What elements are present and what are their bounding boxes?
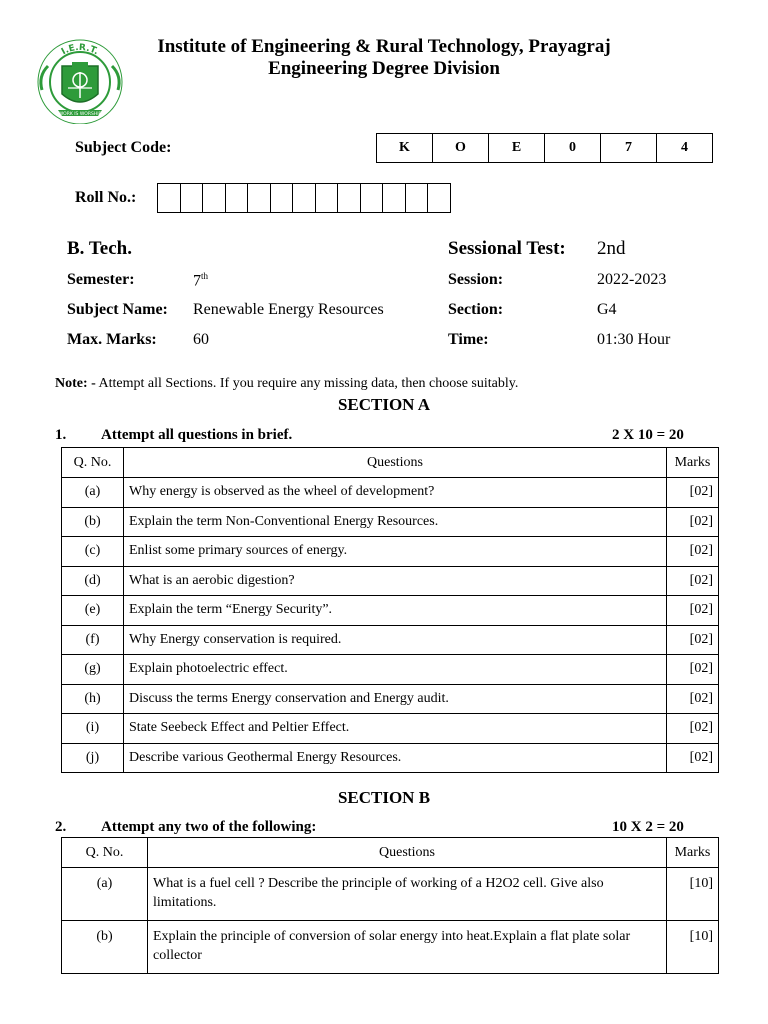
marks: [02] — [667, 596, 719, 626]
col-qno: Q. No. — [62, 448, 124, 478]
roll-box[interactable] — [338, 184, 361, 213]
qno: (c) — [62, 537, 124, 567]
section-b-title: SECTION B — [337, 788, 431, 807]
roll-box[interactable] — [315, 184, 338, 213]
logo-top-text: I.E.R.T. — [59, 42, 101, 58]
qno: (j) — [62, 743, 124, 773]
code-char: O — [433, 134, 489, 163]
section-b-qnum: 2. — [55, 819, 67, 835]
roll-no-boxes[interactable] — [157, 183, 451, 213]
note-text: Attempt all Sections. If you require any missing data, then choose suitably. — [98, 376, 519, 391]
section-a-marks-formula: 2 X 10 = 20 — [612, 427, 684, 443]
question: What is an aerobic digestion? — [124, 566, 667, 596]
table-row — [62, 714, 719, 744]
question: What is a fuel cell ? Describe the principle of working of a H2O2 cell. Give also limitations. — [148, 868, 667, 921]
section-b-instruction: Attempt any two of the following: — [101, 819, 317, 835]
table-row — [62, 655, 719, 685]
semester-label: Semester: — [67, 271, 135, 288]
time-label: Time: — [448, 331, 489, 348]
table-row — [62, 743, 719, 773]
subject-code-label: Subject Code: — [75, 139, 172, 156]
subject-code-boxes — [376, 133, 713, 163]
qno: (b) — [62, 921, 148, 974]
semester-number: 7 — [193, 272, 201, 290]
session-label: Session: — [448, 271, 504, 288]
code-char: 4 — [657, 134, 713, 163]
institute-title: Institute of Engineering & Rural Technology, Prayagraj — [157, 36, 611, 57]
logo-motto: WORK IS WORSHIP — [58, 112, 102, 117]
table-row — [62, 625, 719, 655]
table-row — [62, 566, 719, 596]
qno: (i) — [62, 714, 124, 744]
roll-box[interactable] — [293, 184, 316, 213]
table-row — [62, 537, 719, 567]
roll-box[interactable] — [428, 184, 451, 213]
max-marks-label: Max. Marks: — [67, 331, 157, 348]
roll-box[interactable] — [225, 184, 248, 213]
question: Explain photoelectric effect. — [124, 655, 667, 685]
section-label: Section: — [448, 301, 504, 318]
roll-box[interactable] — [360, 184, 383, 213]
roll-box[interactable] — [405, 184, 428, 213]
table-row — [62, 596, 719, 626]
question: Explain the term “Energy Security”. — [124, 596, 667, 626]
roll-box[interactable] — [383, 184, 406, 213]
roll-box[interactable] — [248, 184, 271, 213]
qno: (b) — [62, 507, 124, 537]
qno: (a) — [62, 478, 124, 508]
section-a-title: SECTION A — [337, 395, 431, 414]
program-name: B. Tech. — [67, 238, 132, 259]
note — [55, 376, 518, 392]
marks: [02] — [667, 714, 719, 744]
question: Why Energy conservation is required. — [124, 625, 667, 655]
qno: (a) — [62, 868, 148, 921]
roll-box[interactable] — [270, 184, 293, 213]
question: Explain the term Non-Conventional Energy Resources. — [124, 507, 667, 537]
marks: [02] — [667, 743, 719, 773]
col-questions: Questions — [148, 838, 667, 868]
marks: [10] — [667, 868, 719, 921]
roll-box[interactable] — [203, 184, 226, 213]
marks: [02] — [667, 478, 719, 508]
table-row — [62, 684, 719, 714]
marks: [02] — [667, 537, 719, 567]
question: State Seebeck Effect and Peltier Effect. — [124, 714, 667, 744]
qno: (h) — [62, 684, 124, 714]
question: Explain the principle of conversion of solar energy into heat.Explain a flat plate solar collector — [148, 921, 667, 974]
time-value: 01:30 Hour — [597, 331, 671, 348]
col-qno: Q. No. — [62, 838, 148, 868]
note-label: Note: - — [55, 376, 96, 391]
table-row — [62, 921, 719, 974]
section-a-instruction: Attempt all questions in brief. — [101, 427, 293, 443]
marks: [02] — [667, 684, 719, 714]
session-value: 2022-2023 — [597, 271, 667, 288]
test-label: Sessional Test: — [448, 238, 566, 259]
section-a-qnum: 1. — [55, 427, 67, 443]
semester-value — [193, 271, 208, 290]
section-b-marks-formula: 10 X 2 = 20 — [612, 819, 684, 835]
qno: (e) — [62, 596, 124, 626]
code-char: K — [377, 134, 433, 163]
table-row — [62, 478, 719, 508]
col-questions: Questions — [124, 448, 667, 478]
question: Discuss the terms Energy conservation and Energy audit. — [124, 684, 667, 714]
code-char: 7 — [601, 134, 657, 163]
code-char: E — [489, 134, 545, 163]
qno: (f) — [62, 625, 124, 655]
section-value: G4 — [597, 301, 617, 318]
table-header — [62, 448, 719, 478]
marks: [02] — [667, 566, 719, 596]
subject-name-label: Subject Name: — [67, 301, 168, 318]
col-marks: Marks — [667, 838, 719, 868]
qno: (g) — [62, 655, 124, 685]
marks: [02] — [667, 625, 719, 655]
subject-name-value: Renewable Energy Resources — [193, 301, 384, 318]
max-marks-value: 60 — [193, 331, 209, 348]
table-row — [62, 507, 719, 537]
table-row — [62, 868, 719, 921]
section-b-table — [61, 837, 719, 974]
question: Describe various Geothermal Energy Resources. — [124, 743, 667, 773]
roll-no-label: Roll No.: — [75, 189, 137, 206]
marks: [02] — [667, 507, 719, 537]
question: Enlist some primary sources of energy. — [124, 537, 667, 567]
semester-suffix: th — [201, 271, 209, 281]
division-title: Engineering Degree Division — [268, 58, 500, 79]
marks: [02] — [667, 655, 719, 685]
roll-box[interactable] — [180, 184, 203, 213]
table-header — [62, 838, 719, 868]
marks: [10] — [667, 921, 719, 974]
qno: (d) — [62, 566, 124, 596]
section-a-table — [61, 447, 719, 773]
question: Why energy is observed as the wheel of development? — [124, 478, 667, 508]
code-char: 0 — [545, 134, 601, 163]
col-marks: Marks — [667, 448, 719, 478]
test-value: 2nd — [597, 238, 626, 259]
roll-box[interactable] — [158, 184, 181, 213]
